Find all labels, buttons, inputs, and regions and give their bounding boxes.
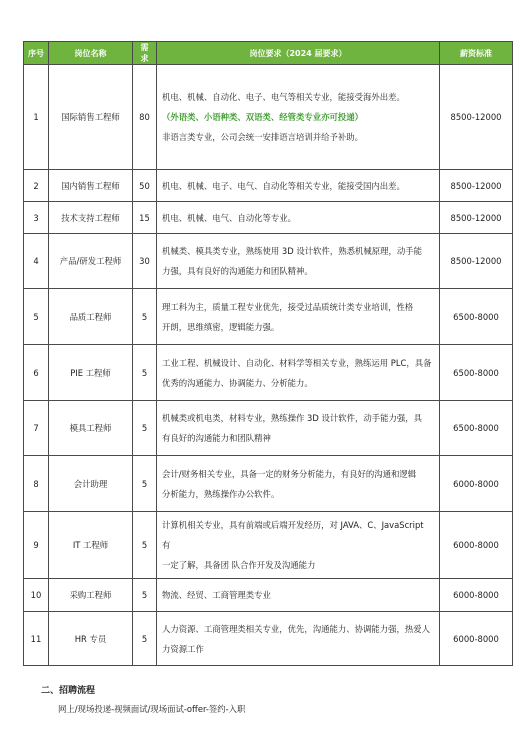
recruitment-process-text: 网上/现场投递-视频面试/现场面试-offer-签约-入职 <box>58 704 246 714</box>
requirements <box>157 202 440 234</box>
row-number: 9 <box>24 512 49 579</box>
requirement-line: 力强，具有良好的沟通能力和团队精神。 <box>162 266 313 276</box>
position-title: 国内销售工程师 <box>49 170 133 202</box>
requirement-line: 一定了解，具备团 队合作开发及沟通能力 <box>162 560 316 570</box>
salary: 6500-8000 <box>440 401 513 456</box>
requirement-line: 分析能力，熟练操作办公软件。 <box>162 488 280 499</box>
salary: 8500-12000 <box>440 65 513 170</box>
table-row <box>24 401 513 456</box>
demand-count: 80 <box>133 65 157 170</box>
table-row <box>24 289 513 345</box>
requirements <box>157 289 440 345</box>
row-number: 5 <box>24 289 49 345</box>
salary: 8500-12000 <box>440 170 513 202</box>
demand-count: 5 <box>133 612 157 666</box>
position-title: 会计助理 <box>49 456 133 512</box>
demand-count: 5 <box>133 345 157 401</box>
requirements <box>157 401 440 456</box>
requirement-line: 计算机相关专业，具有前端或后端开发经历，对 JAVA、C、JavaScript 有 <box>162 520 424 550</box>
table-header-row <box>24 42 513 65</box>
header-position: 岗位名称 <box>49 42 133 65</box>
table-row <box>24 612 513 666</box>
table-row <box>24 456 513 512</box>
requirements <box>157 65 440 170</box>
position-title: 品质工程师 <box>49 289 133 345</box>
position-title: 国际销售工程师 <box>49 65 133 170</box>
header-requirements: 岗位要求（2024 届要求） <box>157 42 440 65</box>
position-title: 产品/研发工程师 <box>49 234 133 289</box>
demand-count: 5 <box>133 289 157 345</box>
table-row <box>24 579 513 612</box>
requirements <box>157 612 440 666</box>
position-title: IT 工程师 <box>49 512 133 579</box>
row-number: 3 <box>24 202 49 234</box>
requirement-line: 开朗，思维缜密，逻辑能力强。 <box>162 321 280 332</box>
requirement-line: 有良好的沟通能力和团队精神 <box>162 433 271 443</box>
requirement-highlight-line: （外语类、小语种类、双语类、经管类专业亦可投递） <box>162 112 363 122</box>
row-number: 1 <box>24 65 49 170</box>
salary: 6000-8000 <box>440 456 513 512</box>
row-number: 4 <box>24 234 49 289</box>
requirement-line: 工业工程、机械设计、自动化、材料学等相关专业，熟练运用 PLC，具备 <box>162 357 432 368</box>
demand-count: 50 <box>133 170 157 202</box>
table-row <box>24 345 513 401</box>
requirement-line: 机电、机械、电气、自动化等专业。 <box>162 212 296 223</box>
requirement-line: 优秀的沟通能力、协调能力、分析能力。 <box>162 377 313 388</box>
salary: 8500-12000 <box>440 202 513 234</box>
row-number: 2 <box>24 170 49 202</box>
demand-count: 5 <box>133 579 157 612</box>
row-number: 11 <box>24 612 49 666</box>
salary: 6500-8000 <box>440 289 513 345</box>
demand-count: 5 <box>133 456 157 512</box>
table-row <box>24 170 513 202</box>
row-number: 8 <box>24 456 49 512</box>
salary: 6500-8000 <box>440 345 513 401</box>
position-title: PIE 工程师 <box>49 345 133 401</box>
header-number: 序号 <box>24 42 49 65</box>
requirement-line: 非语言类专业，公司会统一安排语言培训并给予补助。 <box>162 132 363 142</box>
requirement-line: 机电、机械、电子、电气、自动化等相关专业，能接受国内出差。 <box>162 180 405 191</box>
salary: 6000-8000 <box>440 579 513 612</box>
demand-count: 5 <box>133 512 157 579</box>
requirements <box>157 579 440 612</box>
row-number: 6 <box>24 345 49 401</box>
requirements <box>157 234 440 289</box>
position-title: 采购工程师 <box>49 579 133 612</box>
position-title: 技术支持工程师 <box>49 202 133 234</box>
row-number: 10 <box>24 579 49 612</box>
recruitment-table <box>23 41 513 666</box>
header-demand: 需求 <box>133 42 157 65</box>
demand-count: 5 <box>133 401 157 456</box>
table-row <box>24 65 513 170</box>
requirement-line: 机电、机械、自动化、电子、电气等相关专业，能接受海外出差。 <box>162 92 405 102</box>
requirement-line: 物流、经贸、工商管理类专业 <box>162 590 271 600</box>
section-heading-recruitment-process: 二、招聘流程 <box>41 686 96 696</box>
position-title: HR 专员 <box>49 612 133 666</box>
salary: 6000-8000 <box>440 612 513 666</box>
requirement-line: 理工科为主，质量工程专业优先，接受过品质统计类专业培训，性格 <box>162 301 414 312</box>
salary: 8500-12000 <box>440 234 513 289</box>
demand-count: 30 <box>133 234 157 289</box>
table-row <box>24 234 513 289</box>
requirements <box>157 512 440 579</box>
requirement-line: 机械类、模具类专业，熟练使用 3D 设计软件，熟悉机械原理，动手能 <box>162 246 422 256</box>
requirement-line: 机械类或机电类，材料专业，熟练操作 3D 设计软件，动手能力强，具 <box>162 413 422 423</box>
requirement-line: 会计/财务相关专业，具备一定的财务分析能力，有良好的沟通和逻辑 <box>162 468 417 479</box>
table-row <box>24 202 513 234</box>
requirements <box>157 345 440 401</box>
requirements <box>157 456 440 512</box>
salary: 6000-8000 <box>440 512 513 579</box>
position-title: 模具工程师 <box>49 401 133 456</box>
requirements <box>157 170 440 202</box>
row-number: 7 <box>24 401 49 456</box>
requirement-line: 力资源工作 <box>162 643 204 654</box>
requirement-line: 人力资源、工商管理类相关专业，优先，沟通能力、协调能力强，热爱人 <box>162 623 430 634</box>
header-salary: 薪资标准 <box>440 42 513 65</box>
table-row <box>24 512 513 579</box>
demand-count: 15 <box>133 202 157 234</box>
